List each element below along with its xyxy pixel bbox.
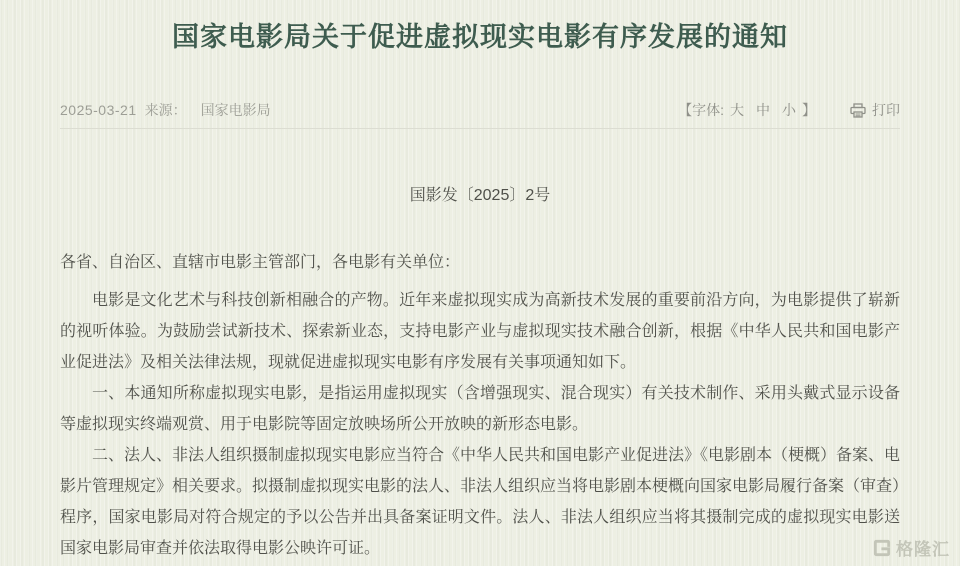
meta-row xyxy=(60,100,900,120)
meta-right xyxy=(678,100,900,120)
watermark-text: 格隆汇 xyxy=(896,540,950,559)
gelonghui-logo-icon xyxy=(872,538,896,558)
publish-date: 2025-03-21 xyxy=(60,102,137,118)
font-size-medium-button[interactable]: 中 xyxy=(756,102,770,118)
font-size-large-button[interactable]: 大 xyxy=(730,102,744,118)
print-button-label: 打印 xyxy=(872,102,900,118)
paragraph-intro: 电影是文化艺术与科技创新相融合的产物。近年来虚拟现实成为高新技术发展的重要前沿方向，为电影提供了崭新的视听体验。为鼓励尝试新技术、探索新业态，支持电影产业与虚拟现实技术融合创新，根据《中华人民共和国电影产业促进法》及相关法律法规，现就促进虚拟现实电影有序发展有关事项通知如下。 xyxy=(60,292,900,371)
page-title: 国家电影局关于促进虚拟现实电影有序发展的通知 xyxy=(172,22,788,52)
header-divider xyxy=(60,128,900,129)
paragraph-item-1: 一、本通知所称虚拟现实电影，是指运用虚拟现实（含增强现实、混合现实）有关技术制作、采用头戴式显示设备等虚拟现实终端观赏、用于电影院等固定放映场所公开放映的新形态电影。 xyxy=(60,385,900,433)
document-number: 国影发〔2025〕2号 xyxy=(409,187,551,204)
print-button[interactable] xyxy=(850,100,900,120)
font-size-small-button[interactable]: 小 xyxy=(782,102,796,118)
source-name: 国家电影局 xyxy=(200,102,271,118)
paragraph-salutation: 各省、自治区、直辖市电影主管部门，各电影有关单位： xyxy=(60,254,461,271)
printer-icon xyxy=(850,103,872,118)
source-label: 来源： xyxy=(144,102,187,118)
paragraph-item-2: 二、法人、非法人组织摄制虚拟现实电影应当符合《中华人民共和国电影产业促进法》《电影剧本（梗概）备案、电影片管理规定》相关要求。拟摄制虚拟现实电影的法人、非法人组织应当将电影剧本梗概向国家电影局履行备案（审查）程序，国家电影局对符合规定的予以公告并出具备案证明文件。法人、非法人组织应当将其摄制完成的虚拟现实电影送国家电影局审查并依法取得电影公映许可证。 xyxy=(60,447,901,557)
meta-left xyxy=(60,100,271,120)
font-size-controls xyxy=(678,100,816,120)
watermark xyxy=(872,535,950,560)
font-size-label-close: 】 xyxy=(802,102,816,118)
document-body xyxy=(60,247,900,564)
font-size-label-open: 【字体: xyxy=(678,102,724,118)
